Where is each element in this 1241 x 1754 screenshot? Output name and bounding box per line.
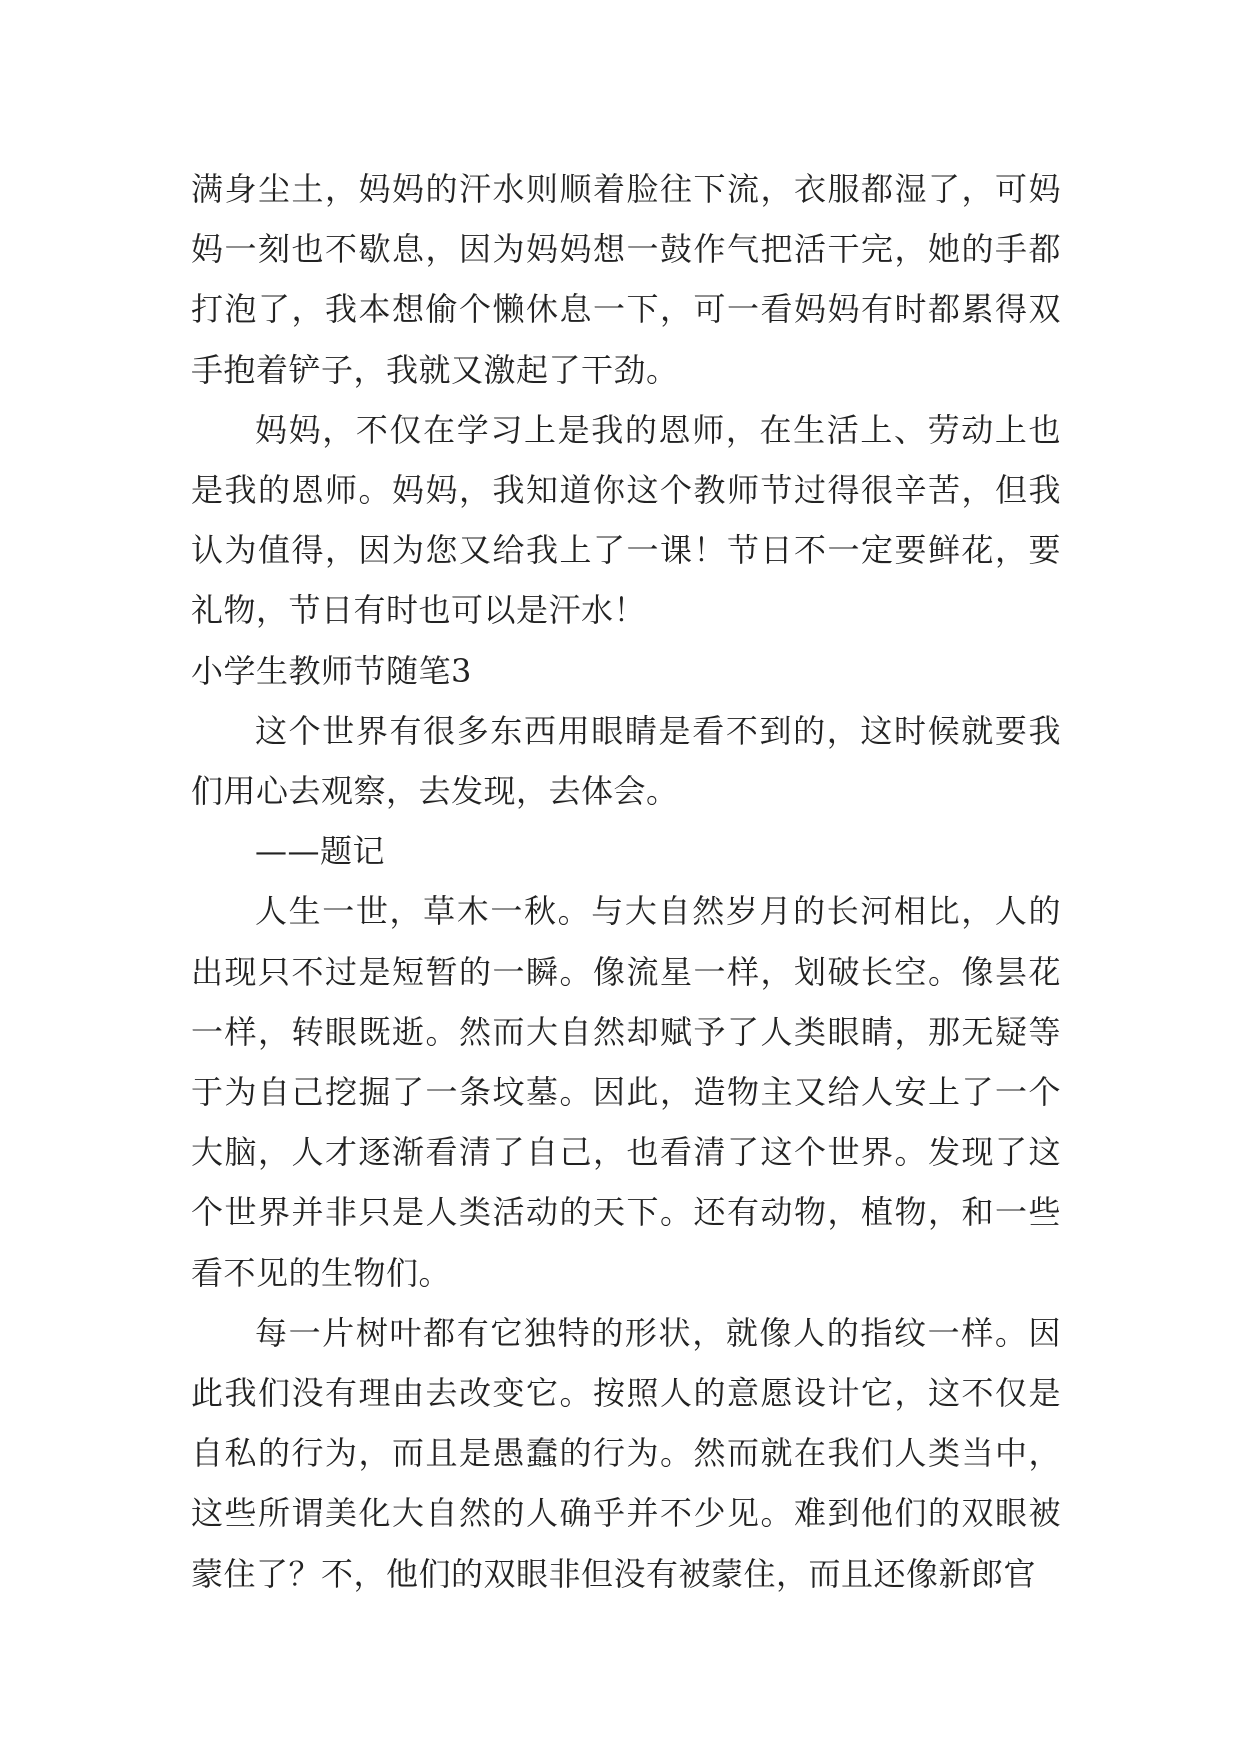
paragraph-epigraph: 这个世界有很多东西用眼睛是看不到的，这时候就要我们用心去观察，去发现，去体会。 <box>191 711 1061 811</box>
paragraph-life: 人生一世，草木一秋。与大自然岁月的长河相比，人的出现只不过是短暂的一瞬。像流星一样，划破长空。像昙花一样，转眼既逝。然而大自然却赋予了人类眼睛，那无疑等于为自己挖掘了一条坟墓。因此，造物主又给人安上了一个大脑，人才逐渐看清了自己，也看清了这个世界。发现了这个世界并非只是人类活动的天下。还有动物，植物，和一些看不见的生物们。 <box>191 892 1061 1292</box>
paragraph-leaves: 每一片树叶都有它独特的形状，就像人的指纹一样。因此我们没有理由去改变它。按照人的意愿设计它，这不仅是自私的行为，而且是愚蠢的行为。然而就在我们人类当中，这些所谓美化大自然的人确乎并不少见。难到他们的双眼被蒙住了？不，他们的双眼非但没有被蒙住，而且还像新郎官 <box>191 1313 1061 1593</box>
epigraph-attribution: ——题记 <box>255 832 386 871</box>
section-title: 小学生教师节随笔3 <box>191 651 472 690</box>
paragraph-continued: 满身尘土，妈妈的汗水则顺着脸往下流，衣服都湿了，可妈妈一刻也不歇息，因为妈妈想一鼓作气把活干完，她的手都打泡了，我本想偷个懒休息一下，可一看妈妈有时都累得双手抱着铲子，我就又激起了干劲。 <box>191 170 1061 389</box>
document-body <box>191 159 1061 1604</box>
paragraph-mother-teacher: 妈妈，不仅在学习上是我的恩师，在生活上、劳动上也是我的恩师。妈妈，我知道你这个教师节过得很辛苦，但我认为值得，因为您又给我上了一课！节日不一定要鲜花，要礼物，节日有时也可以是汗水！ <box>191 410 1061 630</box>
